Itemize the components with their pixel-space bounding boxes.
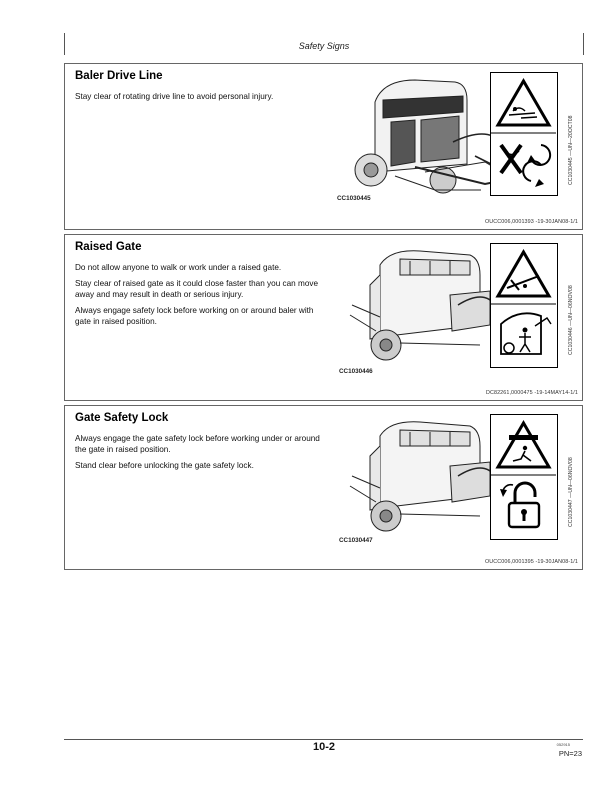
section-raised-gate xyxy=(64,234,583,401)
section-baler-drive-line xyxy=(64,63,583,230)
figure-label: CC1030446 xyxy=(339,368,373,375)
baler-drive-line-illustration xyxy=(335,72,515,197)
warning-triangle-icon xyxy=(498,252,549,296)
raised-gate-illustration xyxy=(340,245,505,370)
warning-triangle-icon xyxy=(498,81,549,125)
safety-decal xyxy=(490,243,558,368)
gate-safety-lock-illustration xyxy=(340,416,505,536)
section-paragraph: Do not allow anyone to walk or work under a raised gate. xyxy=(75,263,282,272)
section-paragraph: Always engage the gate safety lock before working under or around the gate in raised position. xyxy=(75,434,320,454)
rotating-shaft-hazard-icon xyxy=(501,145,550,187)
figure-label: CC1030447 xyxy=(339,537,373,544)
page-header-title: Safety Signs xyxy=(298,41,350,51)
section-title: Gate Safety Lock xyxy=(75,412,169,424)
decal-code: CC1030446 —UN—06NOV08 xyxy=(568,285,574,355)
reference-code: DC82261,0000475 -19-14MAY14-1/1 xyxy=(485,390,578,396)
footer-rule xyxy=(64,739,583,740)
footer-pn: PN=23 xyxy=(558,749,582,758)
footer-small-code: 052915 xyxy=(556,742,570,747)
warning-triangle-icon xyxy=(498,423,549,467)
section-paragraph: Stay clear of rotating drive line to avoid personal injury. xyxy=(75,92,274,101)
safety-decal xyxy=(490,414,558,540)
safety-decal xyxy=(490,72,558,196)
section-paragraph: Stay clear of raised gate as it could close faster than you can move away and may result in death or serious injury. xyxy=(75,279,319,299)
section-title: Baler Drive Line xyxy=(75,70,163,82)
section-paragraph: Always engage safety lock before working on or around baler with gate in raised position. xyxy=(75,306,314,326)
crush-hazard-gate-icon xyxy=(501,313,551,354)
figure-label: CC1030445 xyxy=(337,195,371,202)
decal-code: CC1030445 —UN—20OCT08 xyxy=(568,115,574,185)
reference-code: OUCC006,0001393 -19-30JAN08-1/1 xyxy=(485,219,578,225)
reference-code: OUCC006,0001395 -19-30JAN08-1/1 xyxy=(485,559,578,565)
section-title: Raised Gate xyxy=(75,241,142,253)
padlock-icon xyxy=(500,483,539,527)
section-paragraph: Stand clear before unlocking the gate safety lock. xyxy=(75,461,254,470)
page-number: 10-2 xyxy=(312,741,336,753)
section-gate-safety-lock xyxy=(64,405,583,570)
decal-code: CC1030447 —UN—06NOV08 xyxy=(568,457,574,527)
